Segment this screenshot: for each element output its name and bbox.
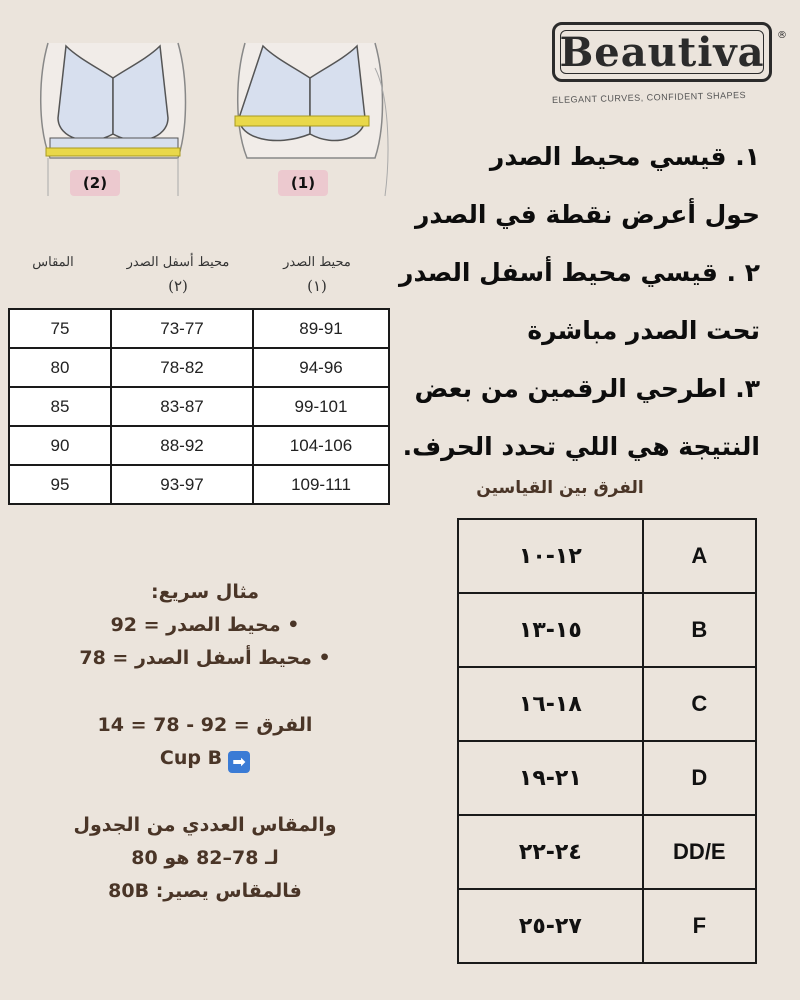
cup-table [457,518,757,964]
header-bust-number: (١) [307,277,327,295]
table-row [458,667,756,741]
cell-bust: 94-96 [253,348,389,387]
cell-bust: 109-111 [253,465,389,504]
size-table [8,308,390,505]
cell-bust: 89-91 [253,309,389,348]
cell-size: 85 [9,387,111,426]
cell-underbust: 78-82 [111,348,253,387]
instruction-line: تحت الصدر مباشرة [527,316,760,345]
cell-range: ١٢-١٠ [458,519,643,593]
example-bust: • محيط الصدر = 92 [110,614,300,636]
cell-underbust: 88-92 [111,426,253,465]
example-section [40,576,370,908]
cell-range: ٢١-١٩ [458,741,643,815]
registered-mark: ® [777,30,787,41]
table-row [9,309,389,348]
table-row [458,741,756,815]
table-row [9,348,389,387]
header-underbust: محيط أسفل الصدر [126,255,230,270]
example-title: مثال سريع: [151,581,259,603]
table-row [9,426,389,465]
cell-bust: 104-106 [253,426,389,465]
cell-cup: C [643,667,756,741]
cell-cup: F [643,889,756,963]
cell-cup: D [643,741,756,815]
cell-size: 95 [9,465,111,504]
cell-size: 80 [9,348,111,387]
example-underbust: • محيط أسفل الصدر = 78 [79,647,331,669]
example-note-1: والمقاس العددي من الجدول [73,814,337,836]
header-bust: محيط الصدر [283,255,351,270]
arrow-right-icon: ➡ [228,751,250,773]
brand-logo [552,22,772,82]
example-cup: Cup B [159,747,223,769]
table-row [458,519,756,593]
instruction-line: ٣. اطرحي الرقمين من بعض [414,374,760,403]
illustration-label-2: (2) [70,170,120,196]
cup-table-title: الفرق بين القياسين [476,478,644,498]
cell-underbust: 83-87 [111,387,253,426]
brand-name: Beautiva [559,28,765,76]
instruction-line: النتيجة هي اللي تحدد الحرف. [402,432,760,461]
table-row [9,387,389,426]
table-row [458,815,756,889]
instruction-line: ٢ . قيسي محيط أسفل الصدر [399,258,760,287]
cell-range: ١٨-١٦ [458,667,643,741]
header-size: المقاس [32,255,74,270]
cell-cup: DD/E [643,815,756,889]
cell-underbust: 93-97 [111,465,253,504]
table-row [458,889,756,963]
table-row [458,593,756,667]
instruction-line: حول أعرض نقطة في الصدر [414,200,760,229]
instruction-line: ١. قيسي محيط الصدر [489,142,760,171]
example-difference: الفرق = 92 - 78 = 14 [97,714,313,736]
cell-cup: B [643,593,756,667]
size-table-headers [0,250,400,305]
cell-range: ١٥-١٣ [458,593,643,667]
table-row [9,465,389,504]
cell-bust: 99-101 [253,387,389,426]
cell-cup: A [643,519,756,593]
cell-underbust: 73-77 [111,309,253,348]
header-underbust-number: (٢) [168,277,188,295]
cell-range: ٢٧-٢٥ [458,889,643,963]
brand-tagline: ELEGANT CURVES, CONFIDENT SHAPES [551,89,747,106]
example-cup-line [40,742,370,775]
measuring-instructions [390,128,760,476]
example-note-3: فالمقاس يصير: 80B [108,880,302,902]
illustration-label-1: (1) [278,170,328,196]
cell-size: 90 [9,426,111,465]
cell-size: 75 [9,309,111,348]
cell-range: ٢٤-٢٢ [458,815,643,889]
example-note-2: لـ 78–82 هو 80 [131,847,279,869]
